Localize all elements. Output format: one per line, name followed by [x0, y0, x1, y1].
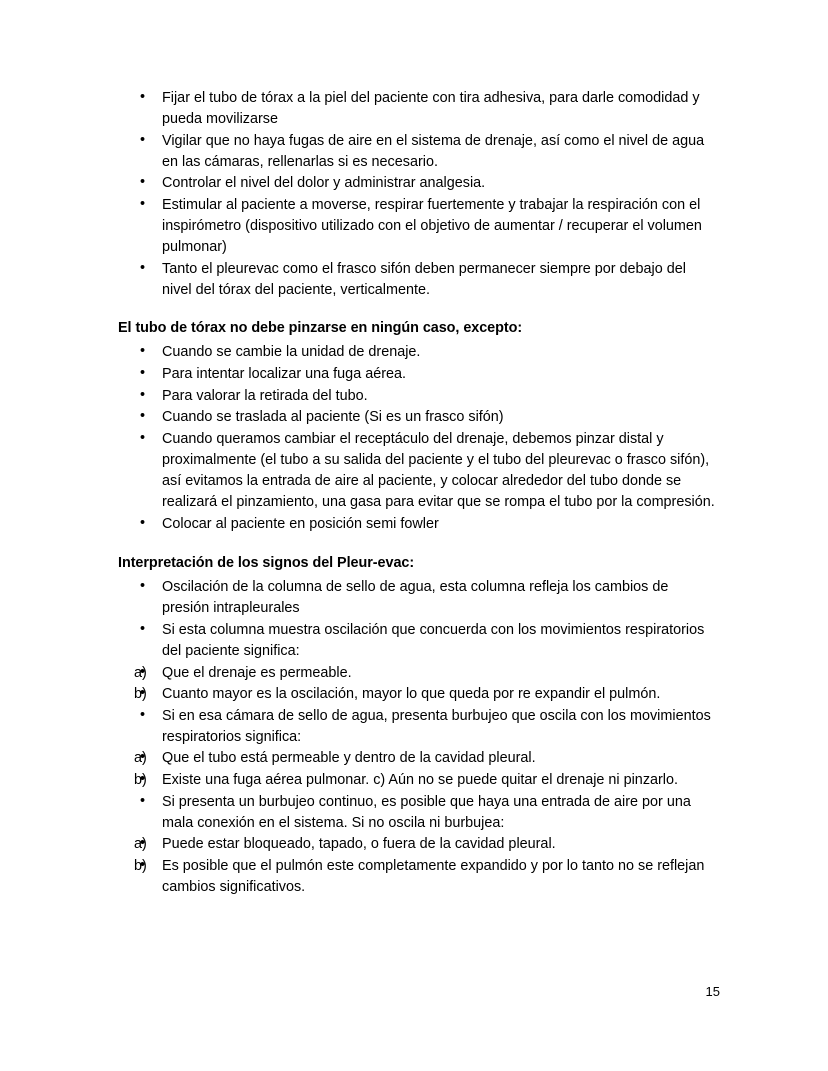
list-item: • Si esta columna muestra oscilación que concuerda con los movimientos respiratorios del paciente significa:	[118, 620, 718, 662]
list-item	[118, 834, 718, 855]
list-marker: • a)	[134, 664, 147, 681]
list-marker: • b)	[134, 772, 147, 789]
list-marker: • a)	[134, 750, 147, 767]
list-item: • Oscilación de la columna de sello de agua, esta columna refleja los cambios de presión intrapleurales	[118, 577, 718, 619]
list-item-label: Que el tubo está permeable y dentro de la cavidad pleural.	[162, 750, 536, 767]
list-item: • Fijar el tubo de tórax a la piel del paciente con tira adhesiva, para darle comodidad y pueda movilizarse	[118, 88, 718, 130]
bullet-list-cuidados	[118, 88, 718, 301]
list-item: • Cuando queramos cambiar el receptáculo del drenaje, debemos pinzar distal y proximalmente (el tubo a su salida del paciente y el tubo del pleurevac o frasco sifón), así evitamos la entrada de aire al paciente, y colocar alrededor del tubo donde se realizará el pinzamiento, una gasa para evitar que se rompa el tubo por la compresión.	[118, 429, 718, 513]
list-marker: • a)	[134, 836, 147, 853]
list-item: • Si en esa cámara de sello de agua, presenta burbujeo que oscila con los movimientos respiratorios significa:	[118, 706, 718, 748]
list-item: • Estimular al paciente a moverse, respirar fuertemente y trabajar la respiración con el inspirómetro (dispositivo utilizado con el objetivo de aumentar / recuperar el volumen pulmonar)	[118, 195, 718, 258]
list-item	[118, 684, 718, 705]
list-item: • Para intentar localizar una fuga aérea.	[118, 364, 718, 385]
list-item-label: Cuanto mayor es la oscilación, mayor lo que queda por re expandir el pulmón.	[162, 686, 661, 703]
list-item-label: Es posible que el pulmón este completamente expandido y por lo tanto no se reflejan cambios significativos.	[162, 857, 705, 895]
list-item	[118, 663, 718, 684]
bullet-list-excepciones	[118, 342, 718, 534]
list-item: • Controlar el nivel del dolor y administrar analgesia.	[118, 173, 718, 194]
list-item: • Si presenta un burbujeo continuo, es posible que haya una entrada de aire por una mala conexión en el sistema. Si no oscila ni burbujea:	[118, 792, 718, 834]
list-item-label: Existe una fuga aérea pulmonar. c) Aún no se puede quitar el drenaje ni pinzarlo.	[162, 772, 679, 789]
heading-pinzar: El tubo de tórax no debe pinzarse en ningún caso, excepto:	[118, 319, 523, 336]
page-content	[118, 88, 718, 899]
list-item: • Colocar al paciente en posición semi fowler	[118, 514, 718, 535]
list-item	[118, 856, 718, 898]
list-item	[118, 770, 718, 791]
list-item: • Tanto el pleurevac como el frasco sifón deben permanecer siempre por debajo del nivel del tórax del paciente, verticalmente.	[118, 259, 718, 301]
list-item-label: Que el drenaje es permeable.	[162, 664, 352, 681]
list-item	[118, 748, 718, 769]
list-marker: • b)	[134, 857, 147, 874]
list-item-label: Puede estar bloqueado, tapado, o fuera de la cavidad pleural.	[162, 836, 556, 853]
list-marker: • b)	[134, 686, 147, 703]
list-item: • Cuando se traslada al paciente (Si es un frasco sifón)	[118, 407, 718, 428]
list-item: • Cuando se cambie la unidad de drenaje.	[118, 342, 718, 363]
list-interpretacion	[118, 577, 718, 898]
list-item: • Para valorar la retirada del tubo.	[118, 386, 718, 407]
page-number: 15	[705, 984, 720, 999]
list-item: • Vigilar que no haya fugas de aire en el sistema de drenaje, así como el nivel de agua en las cámaras, rellenarlas si es necesario.	[118, 131, 718, 173]
heading-interpretacion: Interpretación de los signos del Pleur-evac:	[118, 554, 415, 571]
